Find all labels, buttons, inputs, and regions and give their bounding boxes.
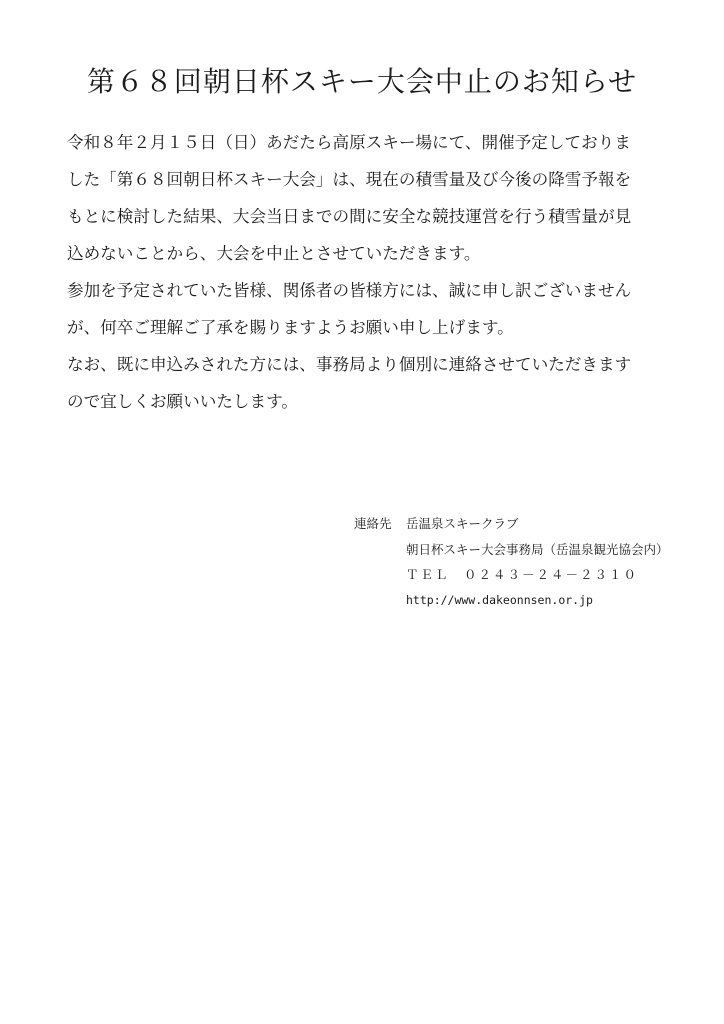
body-line: もとに検討した結果、大会当日までの間に安全な競技運営を行う積雪量が見	[67, 207, 632, 226]
body-line: なお、既に申込みされた方には、事務局より個別に連絡させていただきます	[67, 355, 632, 374]
contact-url: http://www.dakeonnsen.or.jp	[406, 593, 593, 607]
body-line: 参加を予定されていた皆様、関係者の皆様方には、誠に申し訳ございません	[67, 281, 632, 300]
body-line: 令和８年２月１５日（日）あだたら高原スキー場にて、開催予定しておりま	[67, 133, 631, 152]
contact-organization: 岳温泉スキークラブ	[406, 516, 519, 531]
body-line: ので宜しくお願いいたします。	[67, 392, 298, 411]
body-line: した「第６８回朝日杯スキー大会」は、現在の積雪量及び今後の降雪予報を	[67, 170, 632, 189]
contact-tel: ＴＥＬ ０２４３－２４－２３１０	[406, 567, 639, 582]
body-line: 込めないことから、大会を中止とさせていただきます。	[67, 244, 481, 263]
notice-title: 第６８回朝日杯スキー大会中止のお知らせ	[86, 65, 638, 98]
contact-label: 連絡先	[354, 516, 392, 531]
body-line: が、何卒ご理解ご了承を賜りますようお願い申し上げます。	[67, 318, 514, 337]
contact-office: 朝日杯スキー大会事務局（岳温泉観光協会内）	[406, 542, 669, 557]
notice-body	[67, 124, 667, 420]
